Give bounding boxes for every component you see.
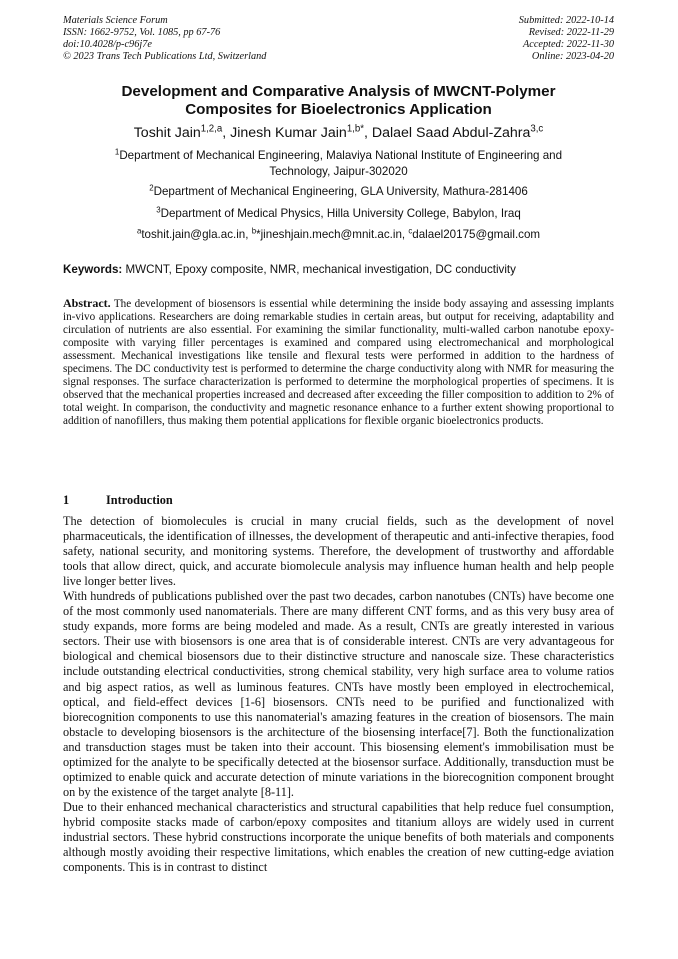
section-title: Introduction [106,493,173,507]
email-link[interactable]: dalael20175@gmail.com [412,228,541,241]
author-list [63,124,614,142]
abstract-label: Abstract. [63,296,111,310]
revised-date: Revised: 2022-11-29 [528,27,614,38]
affiliation-text: Technology, Jaipur-302020 [269,165,408,178]
email-list [63,227,614,243]
section-number: 1 [63,493,70,507]
online-date: Online: 2023-04-20 [531,51,614,62]
issn-volume: ISSN: 1662-9752, Vol. 1085, pp 67-76 [63,27,221,38]
affiliation-mark: 1 [114,147,120,157]
affiliation-text: Department of Mechanical Engineering, GLA University, Mathura-281406 [153,185,528,198]
paragraph: The detection of biomolecules is crucial in many crucial fields, such as the development of novel pharmaceuticals, the identification of illnesses, the development of therapeutic and anti-infective therapies, food safety, national security, and monitoring systems. Therefore, the development of trustworthy and affordable tools that allow direct, quick, and accurate biomolecule analysis may influence human health and help people live longer better lives. [63,514,614,589]
title-line-2: Composites for Bioelectronics Application [185,101,492,118]
author-name: Jinesh Kumar Jain [230,125,347,141]
author-name: Dalael Saad Abdul-Zahra [371,125,531,141]
affiliation-2 [63,184,614,200]
abstract-text: The development of biosensors is essential while determining the inside body assaying and assessing implants in-vivo applications. Researchers are doing remarkable studies in certain areas, but output for receiving, adaptability and circulation of nutrients are also essential. For examining the similar functionality, multi-walled carbon nanotube epoxy-composite with varying filler percentages is examined and compared using electromechanical and morphological assessment. Mechanical investigations like tensile and flexural tests were performed in addition to the hardness of specimens. The DC conductivity test is performed to determine the charge conductivity along with NMR for measuring the signal responses. The surface characterization is performed to determine the morphological properties of specimens. It is observed that the mechanical properties increased and decreased after exceeding the filler composition to addition to 2% of total weight. In comparison, the conductivity and magnetic resonance enhance to a further extent showing proportional to addition of nanofillers, thus making them potential applications for flexible organic bioelectronics products. [63,298,614,428]
email-mark: b [251,226,257,236]
author-affiliation-mark: 1,2,a [200,123,223,135]
author-name: Toshit Jain [133,125,201,141]
body-text [63,514,614,875]
affiliation-mark: 2 [149,183,154,193]
affiliation-text: Department of Medical Physics, Hilla University College, Babylon, Iraq [160,207,521,220]
submitted-date: Submitted: 2022-10-14 [518,15,614,26]
accepted-date: Accepted: 2022-11-30 [522,39,614,50]
journal-info [63,15,266,63]
email-mark: c [408,226,413,236]
email-mark: a [136,226,142,236]
paragraph: Due to their enhanced mechanical characteristics and structural capabilities that help reduce fuel consumption, hybrid composite stacks made of carbon/epoxy composites and titanium alloys are widely used in current industrial sectors. These hybrid constructions incorporate the unique benefits of both materials and components although mostly avoiding their respective limitations, which enables the creation of new cutting-edge aviation components. This is in contrast to distinct [63,799,614,875]
title-line-1: Development and Comparative Analysis of MWCNT-Polymer [121,83,556,100]
keywords-label: Keywords: [63,263,123,276]
paragraph: With hundreds of publications published over the past two decades, carbon nanotubes (CNTs) have become one of the most commonly used nanomaterials. There are many different CNT forms, and as this very busy area of study expands, more forms are being modeled and made. As a result, CNTs are greatly interested in various sectors. Their use with biosensors is one area that is of considerable interest. CNTs are very advantageous for biological and chemical biosensors due to their distinctive structure and nanoscale size. These characteristics include outstanding electrical conductivities, strong chemical stability, very high surface area to volume ratios and big aspect ratios, as well as luminous features. CNTs have mostly been employed in electrochemical, optical, and field-effect devices [1-6] biosensors. CNTs need to be purified and functionalized with biorecognition components to use this nanomaterial's amazing features in the creation of biosensors. The main obstacle to developing biosensors is the architecture of the biosensing interface[7]. Both the functionalization and transduction stages must be taken into their account. This biosensing element's immobilisation must be optimized for the analyte to be specifically detected at the biosensor surface. Additionally, transduction must be optimized to enable quick and accurate detection of minute variations in the biorecognition component brought on by the existence of the target analyte [8-11]. [63,589,614,799]
affiliation-3 [63,206,614,222]
doi: doi:10.4028/p-c96j7e [63,39,152,50]
keywords-text: MWCNT, Epoxy composite, NMR, mechanical investigation, DC conductivity [122,263,516,276]
keywords [63,262,614,277]
section-heading [63,493,173,508]
author-affiliation-mark: 3,c [530,123,544,135]
submission-dates [519,15,614,63]
copyright: © 2023 Trans Tech Publications Ltd, Switzerland [63,51,267,62]
author-affiliation-mark: 1,b* [346,123,364,135]
affiliation-1 [63,148,614,180]
journal-name: Materials Science Forum [63,15,168,26]
author-separator: , [222,125,231,141]
abstract [63,297,614,428]
email-link[interactable]: toshit.jain@gla.ac.in, [141,228,252,241]
affiliation-mark: 3 [156,205,161,215]
paper-title [63,83,614,119]
author-separator: , [363,125,372,141]
email-link[interactable]: *jineshjain.mech@mnit.ac.in, [256,228,409,241]
affiliation-text: Department of Mechanical Engineering, Malaviya National Institute of Engineering and [119,149,563,162]
